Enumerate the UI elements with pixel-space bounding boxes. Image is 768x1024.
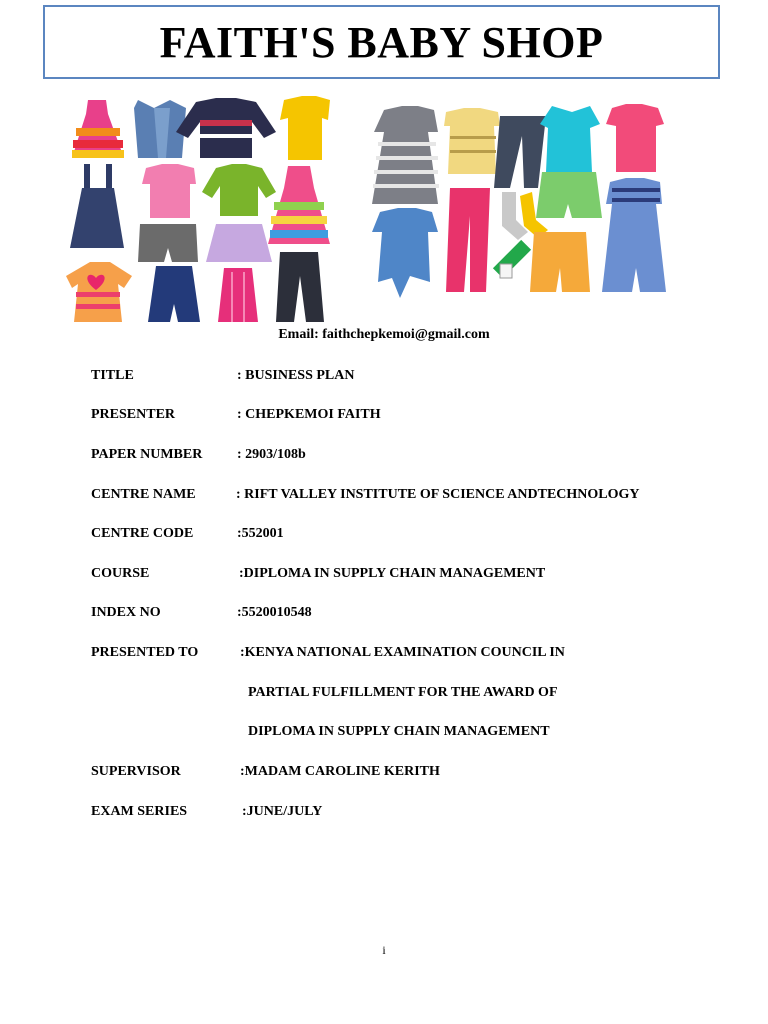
info-value: DIPLOMA IN SUPPLY CHAIN MANAGEMENT: [248, 724, 550, 739]
knit-sweater-icon: [176, 98, 276, 158]
info-label: TITLE: [91, 368, 134, 383]
black-jeans-icon: [276, 252, 324, 322]
pink-tshirt-icon: [142, 164, 196, 218]
info-label: CENTRE NAME: [91, 487, 196, 502]
info-label: SUPERVISOR: [91, 764, 181, 779]
grey-shorts-icon: [138, 224, 198, 262]
info-value: : 2903/108b: [237, 447, 306, 462]
pink-sundress-icon: [218, 268, 258, 322]
striped-heart-dress-icon: [66, 262, 132, 322]
info-label: COURSE: [91, 566, 150, 581]
info-label: PRESENTER: [91, 407, 176, 422]
info-label: INDEX NO: [91, 605, 161, 620]
title-box: [43, 5, 720, 79]
email-line: Email: faithchepkemoi@gmail.com: [278, 327, 490, 342]
striped-tshirt-dress-icon: [372, 106, 439, 204]
page-number: i: [382, 943, 386, 957]
green-top-icon: [202, 164, 276, 216]
info-value: :552001: [237, 526, 284, 541]
info-value: : RIFT VALLEY INSTITUTE OF SCIENCE ANDTECHNOLOGY: [236, 487, 640, 502]
info-value: :JUNE/JULY: [242, 804, 323, 819]
yellow-striped-top-icon: [444, 108, 500, 174]
shop-title: FAITH'S BABY SHOP: [159, 17, 604, 67]
info-value: : BUSINESS PLAN: [237, 368, 355, 383]
navy-romper-icon: [148, 266, 200, 322]
yellow-tshirt-icon: [280, 96, 330, 160]
denim-overall-icon: [70, 164, 124, 248]
dress-ruffle-icon: [72, 100, 124, 158]
orange-shorts-icon: [530, 232, 590, 292]
striped-dress-icon: [268, 166, 330, 244]
navy-leggings-icon: [494, 116, 546, 188]
info-label: CENTRE CODE: [91, 526, 194, 541]
green-shorts-icon: [536, 172, 602, 218]
info-label: EXAM SERIES: [91, 804, 188, 819]
lilac-skirt-icon: [206, 224, 272, 262]
belt-icon: [493, 240, 531, 278]
info-label: PRESENTED TO: [91, 645, 199, 660]
striped-romper-icon: [602, 178, 666, 292]
pink-checked-top-icon: [606, 104, 664, 172]
info-value: :5520010548: [237, 605, 312, 620]
info-value: :KENYA NATIONAL EXAMINATION COUNCIL IN: [240, 645, 565, 660]
pink-leggings-icon: [446, 188, 490, 292]
denim-tie-shirt-icon: [372, 208, 438, 298]
info-value: :MADAM CAROLINE KERITH: [240, 764, 440, 779]
info-value: : CHEPKEMOI FAITH: [237, 407, 381, 422]
info-value: PARTIAL FULFILLMENT FOR THE AWARD OF: [248, 685, 558, 700]
clothes-collage-image: [66, 92, 678, 328]
info-label: PAPER NUMBER: [91, 447, 203, 462]
info-value: :DIPLOMA IN SUPPLY CHAIN MANAGEMENT: [239, 566, 546, 581]
turquoise-top-icon: [540, 106, 600, 172]
